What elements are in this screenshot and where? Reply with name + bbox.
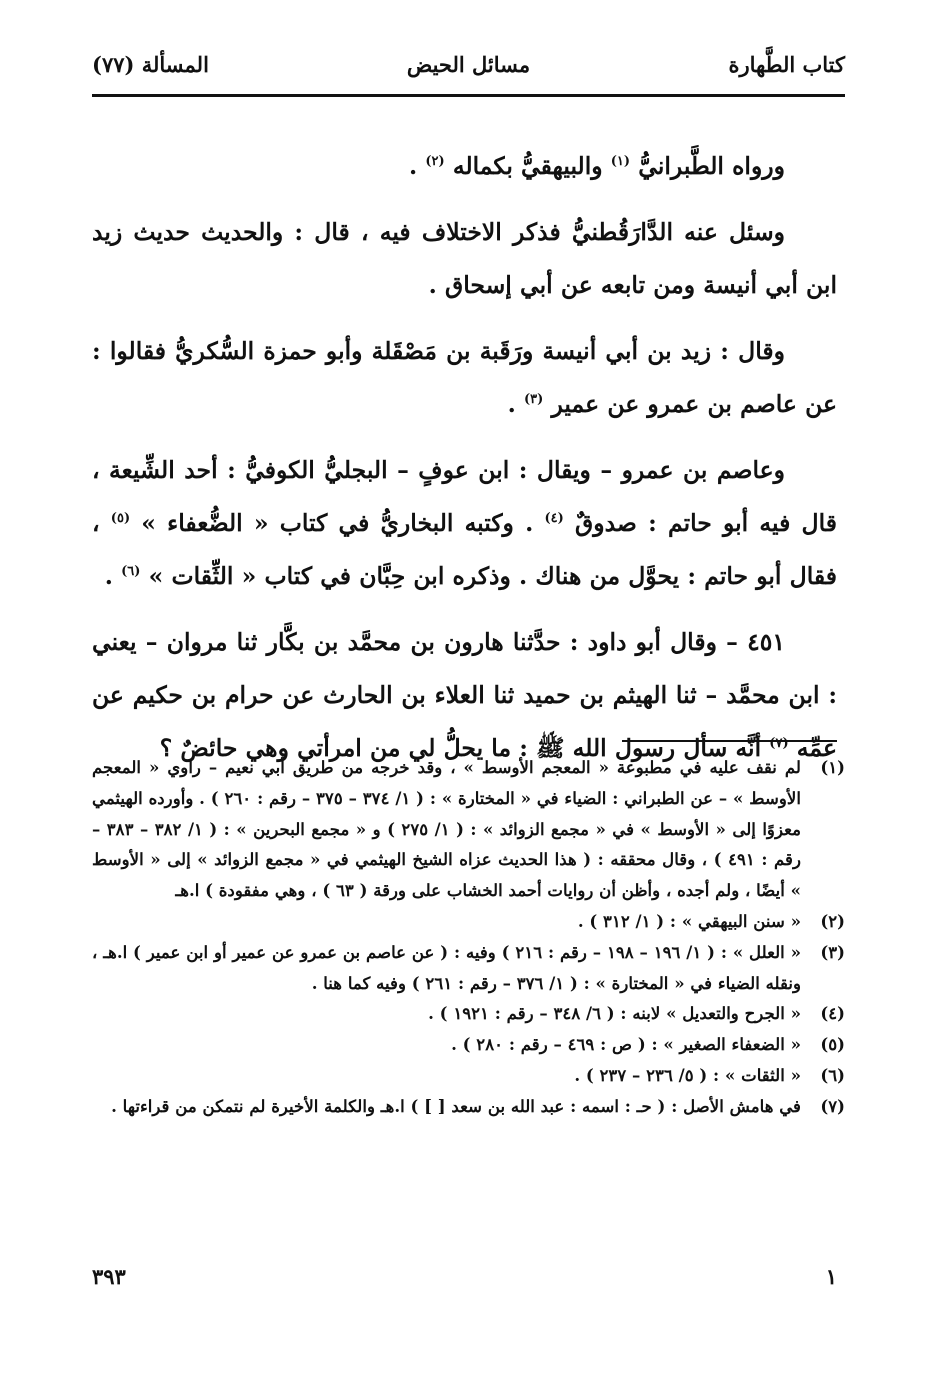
footnote-text: « العلل » : ( ١/ ١٩٦ – ١٩٨ – رقم : ٢١٦ ) وفيه : ( عن عاصم بن عمرو عن عمير أو ابن عمير ) ا.هـ ، ونقله الضياء في « المختارة » : ( ١/ ٣٧٦ – رقم : ٢٦١ ) وفيه كما هنا . [92,941,802,993]
paragraph-4 [92,444,837,603]
text-run: . وكتبه البخاريُّ في كتاب « الضُّعفاء » [141,509,534,537]
footnote-7 [92,1091,845,1122]
page-number: ٣٩٣ [92,1264,126,1289]
text-run: وقال : زيد بن أبي أنيسة ورَقَبة بن مَصْقَلة وأبو حمزة السُّكريُّ فقالوا : عن عاصم بن عمرو عن عمير [92,337,837,418]
footnote-number: (٣) [820,941,845,962]
footnote-text: « سنن البيهقي » : ( ١/ ٣١٢ ) . [577,910,801,931]
footnote-text: « الثقات » : ( ٥/ ٢٣٦ – ٢٣٧ ) . [574,1064,801,1085]
footnote-number: (٧) [820,1095,845,1116]
text-run: . [104,562,113,590]
footnote-divider [622,740,837,742]
paragraph-2 [92,206,837,312]
issue-number: المسألة (٧٧) [92,52,209,77]
footnote-text: « الجرح والتعديل » لابنه : ( ٦/ ٣٤٨ – رقم : ١٩٢١ ) . [428,1003,801,1024]
footnote-ref: (١) [610,154,631,170]
footnote-number: (٥) [820,1034,845,1055]
text-run: . [507,390,516,418]
footnote-number: (٤) [820,1003,845,1024]
footnotes [92,752,845,1122]
footnote-ref: (٧) [769,736,789,752]
footnote-5 [92,1029,845,1060]
text-run: ٤٥١ – وقال أبو داود : حدَّثنا هارون بن محمَّد بن بكَّار ثنا مروان – يعني : ابن محمَّد – ثنا الهيثم بن حميد ثنا العلاء بن الحارث عن حرام بن حكيم عن عمِّه [92,628,837,762]
footnote-ref: (٤) [544,511,564,527]
main-text [92,140,837,788]
footnote-number: (٢) [820,910,845,931]
text-run: وسئل عنه الدَّارَقُطنيُّ فذكر الاختلاف فيه ، قال : والحديث حديث زيد ابن أبي أنيسة ومن تابعه عن أبي إسحاق . [92,218,837,299]
header-divider [92,94,845,97]
text-run: أنَّه سأل رسول الله ﷺ : ما يحلُّ لي من امرأتي وهي حائضٌ ؟ [159,734,762,762]
footnote-4 [92,998,845,1029]
footnote-6 [92,1060,845,1091]
text-run: وعاصم بن عمرو – ويقال : ابن عوفٍ – البجليُّ الكوفيُّ : أحد الشِّيعة ، قال فيه أبو حاتم : صدوقٌ [92,456,837,537]
book-title: كتاب الطَّهارة [728,52,845,77]
footnote-ref: (٦) [121,564,141,580]
running-header [92,52,845,86]
text-run: ، فقال أبو حاتم : يحوَّل من هناك . وذكره ابن حِبَّان في كتاب « الثِّقات » [92,509,837,590]
footnote-ref: (٣) [523,392,544,408]
paragraph-3 [92,325,837,431]
volume-number: ١ [825,1264,837,1289]
footnote-ref: (٢) [425,154,445,170]
page-footer [92,1264,837,1294]
paragraph-1 [92,140,837,193]
chapter-title: مسائل الحيض [406,52,531,77]
text-run: . [408,152,418,180]
footnote-text: « الضعفاء الصغير » : ( ص : ٤٦٩ – رقم : ٢٨٠ ) . [451,1034,801,1055]
footnote-ref: (٥) [110,511,131,527]
text-run: والبيهقيُّ بكماله [452,152,603,180]
footnote-2 [92,906,845,937]
footnote-number: (٦) [820,1064,845,1085]
footnote-1 [92,752,845,906]
footnote-text: في هامش الأصل : ( حـ : اسمه : عبد الله بن سعد [ ] ) ا.هـ والكلمة الأخيرة لم نتمكن من قراءتها . [111,1095,801,1116]
text-run: ورواه الطَّبرانيُّ [638,152,785,180]
footnote-number: (١) [820,757,845,777]
footnote-3 [92,937,845,999]
footnote-text: لم نقف عليه في مطبوعة « المعجم الأوسط » ، وقد خرجه من طريق أبي نعيم – راوي « المعجم الأوسط » – عن الطبراني : الضياء في « المختارة » : ( ١/ ٣٧٤ – ٣٧٥ – رقم : ٢٦٠ ) . وأورده الهيثمي معزوًا إلى « الأوسط » في « مجمع الزوائد » : ( ١/ ٢٧٥ ) و « مجمع البحرين » : ( ١/ ٣٨٢ – ٣٨٣ – رقم : ٤٩١ ) ، وقال محققه : ( هذا الحديث عزاه الشيخ الهيثمي في « مجمع الزوائد » إلى « الأوسط » أيضًا ، ولم أجده ، وأظن أن روايات أحمد الخشاب على ورقة ( ٦٣ ) ، وهي مفقودة ) ا.هـ [92,757,802,901]
